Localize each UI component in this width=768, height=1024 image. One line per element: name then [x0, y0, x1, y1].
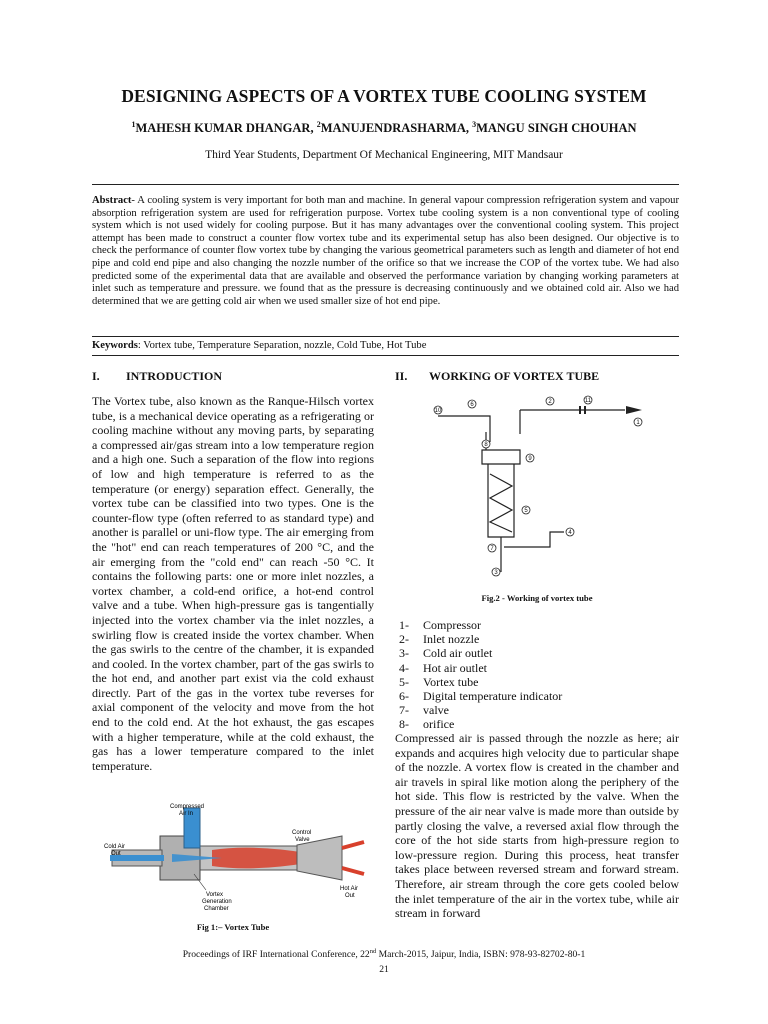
- paper-title: DESIGNING ASPECTS OF A VORTEX TUBE COOLING SYSTEM: [121, 86, 647, 106]
- part-number: 2-: [399, 632, 409, 647]
- fig2-marker-7: 7: [490, 546, 494, 552]
- part-label: Digital temperature indicator: [423, 689, 563, 704]
- part-label: Compressor: [423, 618, 481, 632]
- fig2-sensor-line: [504, 532, 564, 547]
- part-label: Inlet nozzle: [423, 632, 480, 647]
- fig2-setup-diagram: [430, 392, 650, 582]
- part-label: Cold air outlet: [423, 646, 493, 661]
- fig1-label-vortex: Vortex: [206, 892, 224, 898]
- author-3-index: 3: [472, 120, 477, 129]
- fig1-label-control: Control: [292, 830, 312, 836]
- part-number: 7-: [399, 703, 409, 718]
- fig2-hot-outlet-pipe: [438, 416, 490, 442]
- keywords-top-rule: [92, 336, 679, 337]
- fig1-label-hot-air: Hot Air: [340, 886, 359, 892]
- author-1-name: MAHESH KUMAR DHANGAR,: [135, 121, 317, 136]
- author-2-index: 2: [316, 120, 321, 129]
- fig2-caption: Fig.2 - Working of vortex tube: [481, 593, 593, 603]
- parts-list-item: [399, 632, 562, 646]
- part-number: 3-: [399, 646, 409, 661]
- abstract-text: - A cooling system is very important for both man and machine. In general vapour compression refrigeration system and vapour absorption refrigeration system are used for refrigeration purpose. Vortex tube cooling system is a non conventional type of cooling system which is not used widely for cooling purpose. But it has many advantages over the conventional cooling system. This project attempt has been made to construct a counter flow vortex tube and its experimental setup has also been designed. Our objective is to check the performance of counter flow vortex tube by changing the various geometrical parameters such as length and diameter of hot end pipe and cold end pipe and also changing the nozzle number of the orifice so that we increase the COP of the vortex tube. We had also predicted some of the experimental data that are available and observed the performance variation by changing working parameters at inlet such as temperature and pressure. we found that as the pressure is decreasing continuously and we obtained cold air. Also we had determined that we are getting cold air when we used smaller size of hot end pipe.: [92, 195, 679, 307]
- fig1-label-valve: Valve: [295, 837, 310, 843]
- parts-list-item: [399, 703, 562, 717]
- parts-list-item: [399, 675, 562, 689]
- affiliation: Third Year Students, Department Of Mechanical Engineering, MIT Mandsaur: [205, 149, 563, 161]
- fig1-label-air-in: Air In: [179, 811, 194, 817]
- fig2-marker-9: 9: [528, 456, 532, 462]
- fig2-spiral-flow: [490, 474, 512, 532]
- fig1-label-compressed: Compressed: [170, 804, 205, 810]
- fig1-hot-exit-arrows: [342, 842, 364, 874]
- fig1-label-chamber: Chamber: [204, 906, 229, 912]
- parts-list-item: [399, 661, 562, 675]
- part-number: 5-: [399, 674, 409, 689]
- fig2-marker-10: 10: [434, 408, 442, 414]
- fig2-compressor-symbol: [626, 406, 642, 414]
- parts-list-item: [399, 646, 562, 660]
- fig2-marker-6: 6: [470, 402, 474, 408]
- fig2-marker-8: 8: [484, 442, 488, 448]
- working-text: Compressed air is passed through the nozzle as here; air expands and acquires high velocity due to particular shape of the nozzle. A vortex flow is created in the chamber and air travels in spiral like motion along the periphery of the hot side. This flow is restricted by the valve. When the pressure of the air near valve is made more than outside by partly closing the valve, a reversed axial flow through the core of the hot side starts from high-pressure region to low-pressure region. During this process, heat transfer takes place between reversed stream and forward stream. Therefore, air stream through the core gets cooled below the inlet temperature of the air in the vortex tube, while air stream in forward: [395, 731, 679, 921]
- abstract: [92, 195, 679, 308]
- abstract-top-rule: [92, 184, 679, 185]
- footer-post: March-2015, Jaipur, India, ISBN: 978-93-82702-80-1: [376, 949, 586, 961]
- abstract-label: Abstract: [92, 195, 132, 206]
- parts-list-item: [399, 717, 562, 731]
- keywords-bottom-rule: [92, 355, 679, 356]
- fig1-vortex-tube-diagram: [102, 798, 370, 916]
- footer: [0, 948, 768, 960]
- fig2-marker-3: 3: [494, 570, 498, 576]
- section-2-heading: [395, 369, 599, 384]
- fig1-label-hot-out: Out: [345, 893, 355, 899]
- parts-list-item: [399, 689, 562, 703]
- fig2-marker-5: 5: [524, 508, 528, 514]
- part-number: 1-: [399, 618, 409, 632]
- fig2-marker-11: 11: [584, 398, 592, 404]
- section-1-number: I.: [92, 369, 100, 383]
- fig1-label-generation: Generation: [202, 899, 232, 905]
- part-label: Hot air outlet: [423, 660, 487, 675]
- section-2-title: WORKING OF VORTEX TUBE: [429, 369, 600, 383]
- keywords: [92, 340, 679, 351]
- footer-sup: nd: [369, 948, 377, 955]
- page-number: 21: [379, 964, 389, 975]
- author-2-name: MANUJENDRASHARMA,: [320, 121, 473, 136]
- part-number: 4-: [399, 660, 409, 675]
- parts-list: [399, 618, 562, 732]
- part-label: orifice: [423, 717, 455, 732]
- fig2-vortex-chamber: [482, 450, 520, 464]
- part-number: 6-: [399, 689, 409, 704]
- author-1-index: 1: [131, 120, 136, 129]
- introduction-text: The Vortex tube, also known as the Ranque-Hilsch vortex tube, is a mechanical device operating as a refrigerating or cooling machine without any moving parts, by separating a compressed air/gas stream into a low temperature region and a high one. Such a separation of the flow into regions of low and high temperature is referred to as the temperature (or energy) separation effect. Generally, the vortex tube can be classified into two types. One is the counter-flow type (often referred to as standard type) and another is parallel or uni-flow type. The air emerging from the "hot" end can reach temperatures of 200 °C, and the air emerging from the "cold end" can reach -50 °C. It contains the following parts: one or more inlet nozzles, a vortex chamber, a cold-end orifice, a hot-end control valve and a tube. When high-pressure gas is tangentially injected into the vortex chamber via the inlet nozzles, a swirling flow is created inside the vortex chamber. When the gas swirls to the centre of the chamber, it is expanded and cooled. In the vortex chamber, part of the gas swirls to the hot end, and another part exist via the cold exhaust directly. Part of the gas in the vortex tube reverses for axial component of the velocity and move from the hot end to the cold end. At the hot exhaust, the gas escapes with a higher temperature, while at the cold exhaust, the gas has a lower temperature compared to the inlet temperature.: [92, 394, 374, 773]
- part-number: 8-: [399, 717, 409, 732]
- fig1-caption: Fig 1:– Vortex Tube: [196, 922, 270, 932]
- author-3-name: MANGU SINGH CHOUHAN: [476, 121, 637, 136]
- fig1-label-cold-air: Cold Air: [104, 844, 126, 850]
- section-1-heading: [92, 369, 222, 384]
- authors: [0, 120, 768, 136]
- fig2-marker-1: 1: [636, 420, 640, 426]
- fig2-marker-4: 4: [568, 530, 572, 536]
- section-1-title: INTRODUCTION: [126, 369, 223, 383]
- parts-list-item: [399, 618, 562, 632]
- part-label: valve: [423, 703, 449, 718]
- fig2-marker-2: 2: [548, 399, 552, 405]
- footer-pre: Proceedings of IRF International Conference, 22: [182, 949, 370, 961]
- fig1-label-cold-out: Out: [111, 851, 121, 857]
- section-2-number: II.: [395, 369, 408, 383]
- part-label: Vortex tube: [423, 674, 479, 689]
- keywords-label: Keywords: [92, 340, 138, 351]
- keywords-text: : Vortex tube, Temperature Separation, nozzle, Cold Tube, Hot Tube: [137, 340, 427, 351]
